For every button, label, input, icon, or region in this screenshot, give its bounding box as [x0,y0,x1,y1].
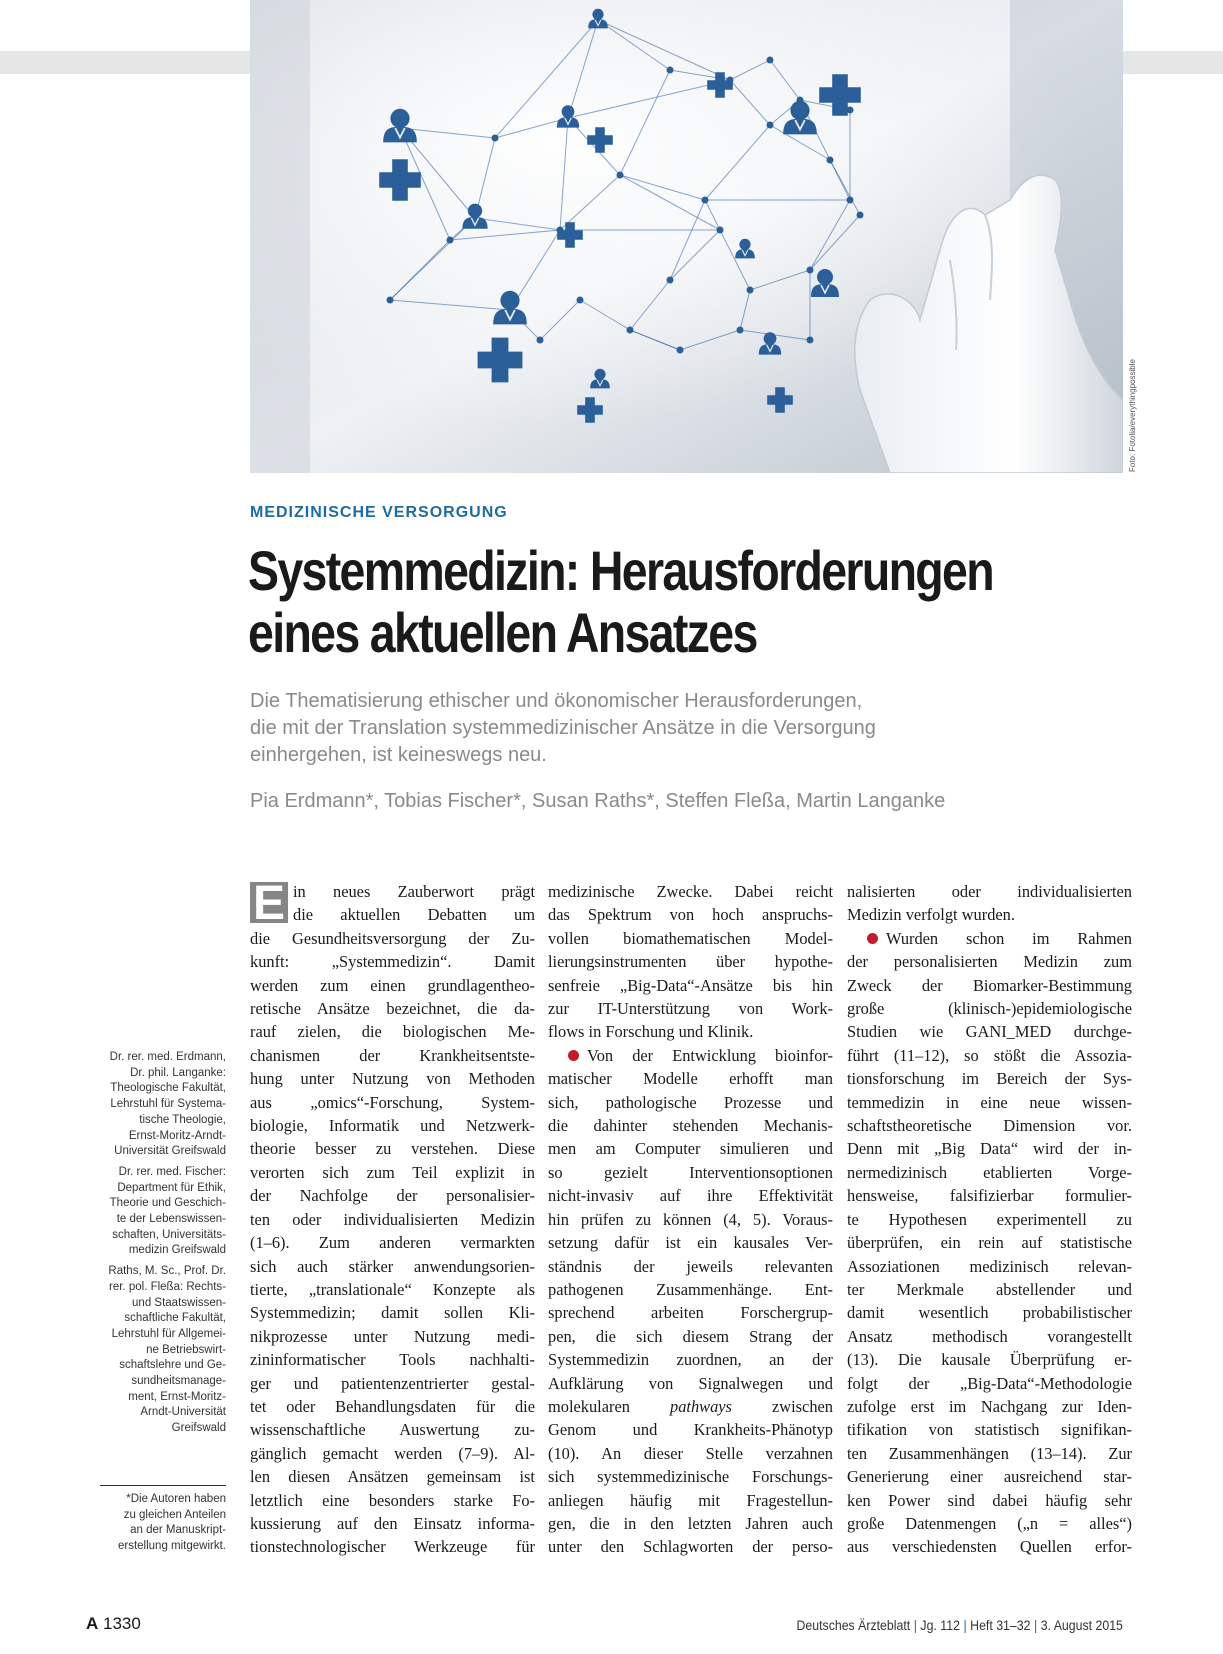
text-line: nikprozesse unter Nutzung medi- [250,1326,535,1346]
network-node-icon [702,197,709,204]
section-kicker: MEDIZINISCHE VERSORGUNG [250,504,508,521]
affiliation-line: te der Lebenswissen- [116,1213,226,1226]
text-line: tierte, „translationale“ Konzepte als [250,1279,535,1299]
network-node-icon [807,337,814,344]
text-line: große Datenmengen („n = alles“) [847,1513,1132,1533]
text-word: zwischen [772,1396,833,1416]
text-line: ger und patientenzentrierter gestal- [250,1373,535,1393]
italic-term: pathways [670,1396,732,1416]
text-line: ten oder individualisierten Medizin [250,1209,535,1229]
text-line: Genom und Krankheits-Phänotyp [548,1420,833,1440]
footer-issue: Heft 31–32 [970,1617,1031,1633]
network-node-icon [447,237,454,244]
text-line-bullet [548,1044,833,1067]
affiliation-block [92,1050,226,1160]
text-line: Von der Entwicklung bioinfor- [587,1045,833,1065]
text-line: wissenschaftliche Auswertung zu- [250,1420,535,1440]
text-line: Systemmedizin zuordnen, an der [548,1350,833,1370]
text-line: setzung dafür ist ein kausales Ver- [548,1233,833,1253]
text-line-italic [548,1395,833,1418]
top-band-right [1123,51,1223,74]
text-line: schaftstheoretische Dimension vor. [847,1116,1132,1136]
footer-separator: | [963,1617,967,1633]
text-line: Wurden schon im Rahmen [886,928,1132,948]
text-line: theorie besser zu verstehen. Diese [250,1139,535,1159]
text-line: sprechend arbeiten Forschergrup- [548,1303,833,1323]
network-node-icon [492,135,499,142]
text-line: tionsforschung im Bereich der Sys- [847,1069,1132,1089]
text-line: letztlich eine besonders starke Fo- [250,1490,535,1510]
affiliation-line: schaftliche Fakultät, [124,1312,226,1325]
text-line: Studien wie GANI_MED durchge- [847,1022,1132,1042]
hero-image [250,0,1123,473]
text-line: chanismen der Krankheitsentste- [250,1045,535,1065]
text-line: temmedizin in eine neue wissen- [847,1092,1132,1112]
text-line: sich, pathologische Prozesse und [548,1092,833,1112]
lead-line: einhergehen, ist keineswegs neu. [250,744,547,766]
footnote-line: an der Manuskript- [130,1524,226,1537]
text-line: tifikation von statistisch signifikan- [847,1420,1132,1440]
text-line: pen, die sich diesem Strang der [548,1326,833,1346]
text-line: große (klinisch-)epidemiologische [847,999,1132,1019]
affiliation-line: Dr. rer. med. Erdmann, [109,1051,226,1063]
text-line: nalisierten oder individualisierten [847,882,1132,901]
text-line: nicht-invasiv auf ihre Effektivität [548,1186,833,1206]
network-node-icon [387,297,394,304]
text-line: in neues Zauberwort prägt [293,882,535,901]
network-node-icon [617,172,624,179]
affiliation-line: Arndt-Universität [140,1406,226,1419]
lead-line: die mit der Translation systemmedizinischer Ansätze in die Versorgung [250,717,876,739]
footnote-line: *Die Autoren haben [126,1493,226,1505]
affiliation-line: Dr. rer. med. Fischer: [118,1165,226,1178]
title-line: eines aktuellen Ansatzes [248,601,757,664]
network-node-icon [767,57,774,64]
network-node-icon [847,197,854,204]
folio-letter: A [86,1614,99,1633]
text-line: retische Ansätze bezeichnet, die da- [250,999,535,1019]
affiliation-line: Universität Greifswald [114,1145,226,1158]
text-line: gänglich gemacht werden (7–9). Al- [250,1443,535,1463]
text-line: medizinische Zwecke. Dabei reicht [548,882,833,901]
drop-cap: E [250,882,288,923]
text-line: flows in Forschung und Klinik. [548,1022,754,1042]
network-node-icon [667,67,674,74]
text-column-2 [548,880,833,1559]
text-line: ter Merkmale abstellender und [847,1279,1132,1299]
affiliation-block [92,1165,226,1259]
affiliation-line: ne Betriebswirt- [146,1343,226,1356]
affiliation-line: schaftslehre und Ge- [119,1359,226,1372]
text-line: der personalisierten Medizin zum [847,952,1132,972]
text-line: gen, die in den letzten Jahren auch [548,1513,833,1533]
text-line: Systemmedizin; damit sollen Kli- [250,1303,535,1323]
text-line: Zweck der Biomarker-Bestimmung [847,975,1132,995]
author-footnote [92,1492,226,1555]
footnote-line: zu gleichen Anteilen [123,1508,226,1521]
text-line: das Spektrum von hoch anspruchs- [548,905,833,925]
network-node-icon [537,337,544,344]
text-line: Generierung einer ausreichend star- [847,1467,1132,1487]
text-line: sich auch stärker anwendungsorien- [250,1256,535,1276]
text-line-bullet [847,927,1132,950]
footer-separator: | [1034,1617,1038,1633]
footer-date: 3. August 2015 [1040,1617,1123,1633]
text-line: führt (11–12), so stößt die Assozia- [847,1045,1132,1065]
text-line: te Hypothesen experimentell zu [847,1209,1132,1229]
bullet-icon [867,933,878,944]
text-line: senfreie „Big-Data“-Ansätze bis hin [548,975,833,995]
affiliation-line: Lehrstuhl für Systema- [110,1098,226,1111]
affiliation-line: Department für Ethik, [117,1181,226,1194]
text-line: zufolge erst im Nachgang zur Iden- [847,1396,1132,1416]
text-line: vollen biomathematischen Model- [548,928,833,948]
author-affiliations [92,1050,226,1442]
affiliation-line: Raths, M. Sc., Prof. Dr. [108,1265,226,1278]
footer-volume: Jg. 112 [920,1617,961,1633]
text-word: molekularen [548,1396,630,1416]
text-line: len diesen Ansätzen gemeinsam ist [250,1467,535,1487]
text-line: die aktuellen Debatten um [293,905,535,925]
text-line: die dahinter stehenden Mechanis- [548,1116,833,1136]
text-line: unter den Schlagworten der perso- [548,1537,833,1557]
text-line: hensweise, falsifizierbar formulier- [847,1186,1132,1206]
text-line: aus „omics“-Forschung, System- [250,1092,535,1112]
affiliation-line: Dr. phil. Langanke: [130,1066,226,1079]
article-title [248,540,995,664]
text-line: ken Power sind dabei häufig sehr [847,1490,1132,1510]
network-node-icon [717,227,724,234]
affiliation-line: Greifswald [171,1422,226,1435]
text-line: anliegen häufig mit Fragestellun- [548,1490,833,1510]
top-band-left [0,51,250,74]
text-line: (1–6). Zum anderen vermarkten [250,1233,535,1253]
text-line: hin prüfen zu können (4, 5). Voraus- [548,1209,833,1229]
text-line: ten Zusammenhängen (13–14). Zur [847,1443,1132,1463]
affiliation-line: Lehrstuhl für Allgemei- [111,1327,226,1340]
photo-credit: Foto: Fotolia/everythingpossible [1128,359,1137,472]
page-footer [797,1617,1123,1633]
text-line: die Gesundheitsversorgung der Zu- [250,928,535,948]
network-node-icon [677,347,684,354]
article-lead [250,688,1050,769]
text-line: hung unter Nutzung von Methoden [250,1069,535,1089]
text-line: tet oder Behandlungsdaten für die [250,1396,535,1416]
page-folio [86,1614,141,1634]
network-node-icon [737,327,744,334]
text-line: kunft: „Systemmedizin“. Damit [250,952,535,972]
network-node-icon [827,157,834,164]
lead-line: Die Thematisierung ethischer und ökonomischer Herausforderungen, [250,690,863,712]
text-line: kussierung auf den Einsatz informa- [250,1513,535,1533]
text-line: verorten sich zum Teil explizit in [250,1162,535,1182]
text-line: sich systemmedizinische Forschungs- [548,1467,833,1487]
text-line: werden zum einen grundlagentheo- [250,975,535,995]
network-node-icon [857,212,864,219]
footer-separator: | [913,1617,917,1633]
paragraph-intro [250,877,535,1559]
title-line: Systemmedizin: Herausforderungen [248,539,993,602]
network-node-icon [767,122,774,129]
text-line: lierungsinstrumenten über hypothe- [548,952,833,972]
text-line: rauf zielen, die biologischen Me- [250,1022,535,1042]
affiliation-line: und Staatswissen- [132,1296,226,1309]
bullet-icon [568,1050,579,1061]
affiliation-line: tische Theologie, [139,1113,226,1126]
text-line: (13). Die kausale Überprüfung er- [847,1350,1132,1370]
text-line: zininformatischer Tools nachhalti- [250,1350,535,1370]
text-line: Aufklärung von Signalwegen und [548,1373,833,1393]
folio-number: 1330 [103,1614,141,1633]
network-node-icon [667,277,674,284]
affiliation-line: medizin Greifswald [128,1244,226,1257]
text-line: Medizin verfolgt wurden. [847,905,1015,925]
affiliation-block [92,1264,226,1437]
affiliation-line: schaften, Universitäts- [112,1228,226,1241]
affiliation-line: sundheitsmanage- [131,1375,226,1388]
footnote-line: erstellung mitgewirkt. [117,1540,226,1553]
text-line: Denn mit „Big Data“ wird der in- [847,1139,1132,1159]
text-line: tionstechnologischer Werkzeuge für [250,1537,535,1557]
affiliation-line: rer. pol. Fleßa: Rechts- [109,1280,226,1293]
text-line: aus verschiedensten Quellen erfor- [847,1537,1132,1557]
affiliation-line: ment, Ernst-Moritz- [128,1390,226,1403]
text-line: (10). An dieser Stelle verzahnen [548,1443,833,1463]
network-node-icon [747,287,754,294]
text-line: überprüfen, ein rein auf statistische [847,1233,1132,1253]
network-node-icon [807,267,814,274]
text-line: Assoziationen medizinisch relevan- [847,1256,1132,1276]
text-line: matischer Modelle erhofft man [548,1069,833,1089]
text-line: der Nachfolge der personalisier- [250,1186,535,1206]
text-line: men am Computer simulieren und [548,1139,833,1159]
text-line: zur IT-Unterstützung von Work- [548,999,833,1019]
network-illustration [250,0,1123,473]
footer-journal: Deutsches Ärzteblatt [796,1617,911,1633]
text-line: so gezielt Interventionsoptionen [548,1162,833,1182]
text-line: folgt der „Big-Data“-Methodologie [847,1373,1132,1393]
footnote-rule [100,1485,226,1486]
network-node-icon [627,327,634,334]
text-column-1 [250,877,535,1559]
affiliation-line: Ernst-Moritz-Arndt- [128,1129,226,1142]
text-line: nermedizinisch etablierten Vorge- [847,1162,1132,1182]
affiliation-line: Theorie und Geschich- [109,1197,226,1210]
text-line: Ansatz methodisch vorangestellt [847,1326,1132,1346]
affiliation-line: Theologische Fakultät, [110,1082,226,1095]
article-authors: Pia Erdmann*, Tobias Fischer*, Susan Raths*, Steffen Fleßa, Martin Langanke [250,790,946,812]
text-line: ständnis der jeweils relevanten [548,1256,833,1276]
text-column-3 [847,880,1132,1559]
text-line: damit wesentlich probabilistischer [847,1303,1132,1323]
text-line: biologie, Informatik und Netzwerk- [250,1116,535,1136]
text-line: pathogenen Zusammenhänge. Ent- [548,1279,833,1299]
network-node-icon [577,297,584,304]
